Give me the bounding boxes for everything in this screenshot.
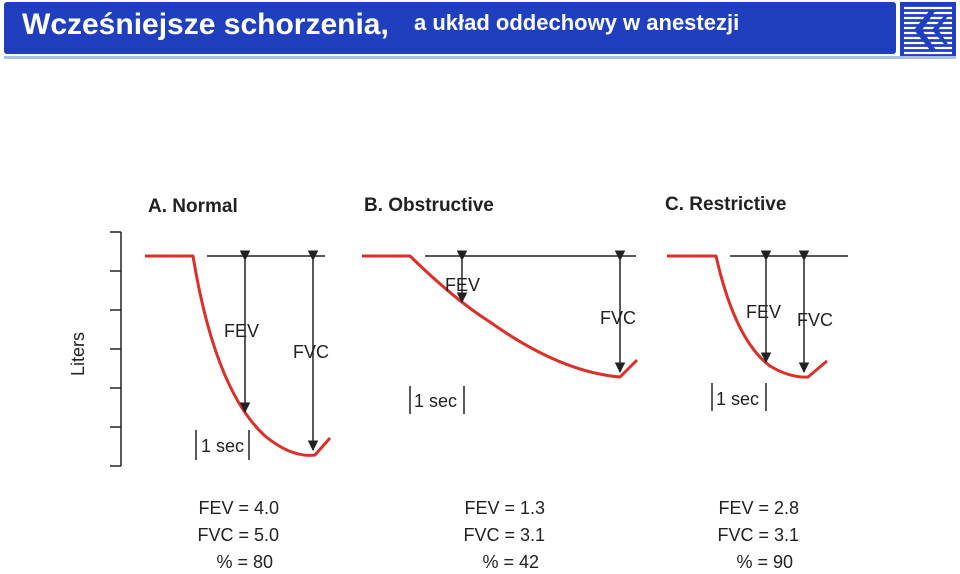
time-label: 1 sec bbox=[716, 389, 760, 409]
panel-normal-title: A. Normal bbox=[148, 196, 238, 217]
panel-restrictive bbox=[665, 194, 848, 572]
fvc-label: FVC bbox=[600, 308, 636, 328]
value-fev: FEV = 2.8 bbox=[718, 498, 799, 518]
curve-obstructive bbox=[362, 256, 637, 377]
value-fvc: FVC = 3.1 bbox=[717, 525, 799, 545]
value-percent: % = 90 bbox=[736, 552, 793, 572]
panel-normal bbox=[145, 196, 330, 572]
value-fvc: FVC = 5.0 bbox=[197, 525, 279, 545]
value-fev: FEV = 4.0 bbox=[198, 498, 279, 518]
panel-restrictive-title: C. Restrictive bbox=[665, 194, 787, 215]
value-fev: FEV = 1.3 bbox=[464, 498, 545, 518]
slide-title: Wcześniejsze schorzenia, bbox=[22, 8, 389, 41]
panel-obstructive-title: B. Obstructive bbox=[364, 195, 494, 216]
y-axis-label: Liters bbox=[68, 331, 88, 377]
fvc-label: FVC bbox=[797, 310, 833, 330]
fvc-label: FVC bbox=[293, 342, 329, 362]
fev-label: FEV bbox=[746, 302, 782, 322]
slide-subtitle: a układ oddechowy w anestezji bbox=[414, 10, 740, 35]
value-percent: % = 42 bbox=[482, 552, 539, 572]
fev-label: FEV bbox=[224, 321, 260, 341]
value-fvc: FVC = 3.1 bbox=[463, 525, 545, 545]
value-percent: % = 80 bbox=[216, 552, 273, 572]
time-label: 1 sec bbox=[414, 391, 458, 411]
panel-obstructive bbox=[362, 195, 637, 572]
fev-label: FEV bbox=[445, 275, 481, 295]
y-axis bbox=[68, 232, 121, 466]
time-label: 1 sec bbox=[201, 436, 245, 456]
